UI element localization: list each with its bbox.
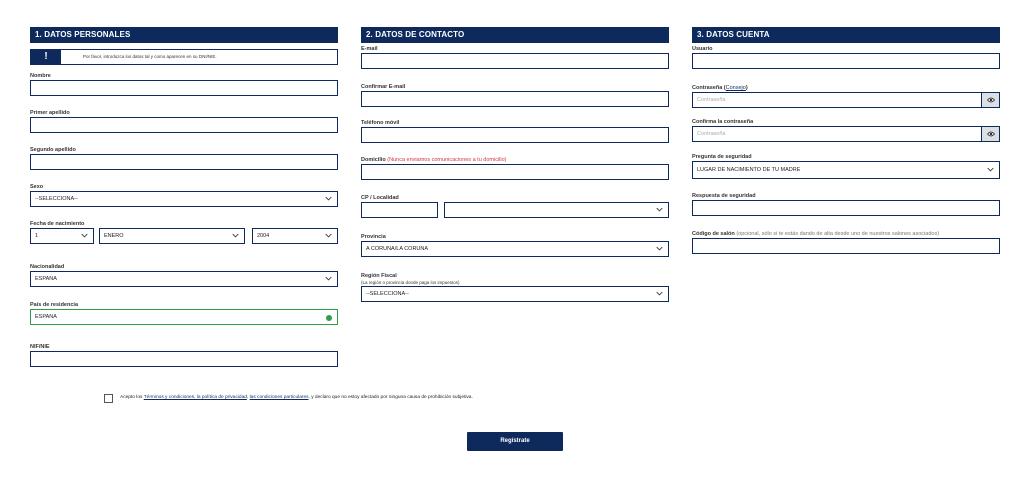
telefono-field [361, 119, 669, 143]
nacionalidad-field [30, 263, 338, 287]
eye-icon [987, 97, 995, 103]
pregunta-seguridad-select[interactable] [692, 161, 1000, 179]
codigo-salon-label-text: Código de salón [692, 231, 735, 237]
region-fiscal-sublabel: (La región o provincia donde paga los impuestos) [361, 280, 460, 285]
chevron-down-icon [656, 206, 663, 213]
chevron-down-icon [656, 290, 663, 297]
password-confirm-input[interactable] [692, 126, 1000, 142]
domicilio-note: (Nunca enviamos comunicaciones a tu domicilio) [387, 157, 507, 163]
section-title-contact: 2. DATOS DE CONTACTO [361, 27, 669, 43]
primer-apellido-label: Primer apellido [30, 110, 70, 116]
usuario-label: Usuario [692, 46, 713, 52]
provincia-value: A CORUNA/LA CORUNA [366, 246, 429, 252]
domicilio-label-text: Domicilio [361, 157, 386, 163]
password-hint-open: ( [723, 85, 726, 91]
usuario-field [692, 45, 1000, 69]
nacionalidad-value: ESPANA [35, 276, 57, 282]
contact-data-section [361, 27, 669, 297]
terms-prefix: Acepto los [120, 395, 144, 400]
email-confirm-label: Confirmar E-mail [361, 84, 406, 90]
terms-link[interactable]: Términos y condiciones, la política de privacidad [143, 395, 247, 400]
codigo-salon-field [692, 230, 1000, 254]
segundo-apellido-label: Segundo apellido [30, 147, 76, 153]
email-confirm-input[interactable] [361, 91, 669, 107]
nombre-input[interactable] [30, 80, 338, 96]
pais-residencia-value: ESPANA [35, 314, 57, 320]
region-fiscal-label: Región Fiscal [361, 273, 397, 279]
codigo-salon-input[interactable] [692, 238, 1000, 254]
eye-icon [987, 131, 995, 137]
respuesta-seguridad-input[interactable] [692, 200, 1000, 216]
sexo-field [30, 183, 338, 207]
domicilio-field [361, 156, 669, 180]
password-label-text: Contraseña [692, 85, 723, 91]
particular-conditions-link[interactable]: las condiciones particulares [249, 395, 309, 400]
nombre-label: Nombre [30, 73, 51, 79]
pregunta-seguridad-label: Pregunta de seguridad [692, 154, 752, 160]
account-data-section [692, 27, 1000, 237]
nif-input[interactable] [30, 351, 338, 367]
cp-input[interactable] [361, 202, 438, 218]
respuesta-seguridad-label: Respuesta de seguridad [692, 193, 756, 199]
codigo-salon-note: (opcional, sólo si te estás dando de alta desde uno de nuestros salones asociados) [736, 231, 940, 237]
exclamation-icon: ! [31, 50, 61, 64]
segundo-apellido-input[interactable] [30, 154, 338, 170]
dia-value: 1 [35, 233, 39, 239]
terms-checkbox[interactable] [104, 394, 113, 403]
chevron-down-icon [81, 232, 88, 239]
respuesta-seguridad-field [692, 192, 1000, 216]
password-label [692, 84, 1000, 92]
sexo-value: --SELECCIONA-- [35, 196, 78, 202]
terms-suffix: , y declaro que no estoy afectado por ninguna causa de prohibición subjetiva. [308, 395, 473, 400]
fecha-nacimiento-label: Fecha de nacimiento [30, 221, 85, 227]
sexo-select[interactable] [30, 191, 338, 207]
provincia-select[interactable] [361, 241, 669, 257]
usuario-input[interactable] [692, 53, 1000, 69]
telefono-input[interactable] [361, 127, 669, 143]
domicilio-label [361, 156, 669, 164]
region-fiscal-field [361, 272, 669, 302]
password-confirm-label: Confirma la contraseña [692, 119, 754, 125]
email-field [361, 45, 669, 69]
provincia-field [361, 233, 669, 257]
cp-localidad-label: CP / Localidad [361, 195, 399, 201]
mes-select[interactable] [99, 228, 245, 244]
provincia-label: Provincia [361, 234, 386, 240]
show-password-button[interactable] [981, 93, 999, 107]
region-fiscal-value: --SELECCIONA-- [366, 291, 409, 297]
primer-apellido-field [30, 109, 338, 133]
segundo-apellido-field [30, 146, 338, 170]
notice-text: Por favor, introduzca los datos tal y como aparecen en su DNI/NIE. [83, 54, 217, 59]
chevron-down-icon [325, 275, 332, 282]
terms-row [104, 393, 473, 403]
mes-value: ENERO [104, 233, 124, 239]
password-confirm-placeholder: Contraseña [697, 131, 726, 137]
chevron-down-icon [987, 166, 994, 173]
nif-label: NIF/NIE [30, 344, 50, 350]
password-field [692, 84, 1000, 108]
chevron-down-icon [325, 232, 332, 239]
show-password-confirm-button[interactable] [981, 127, 999, 141]
cp-localidad-field [361, 194, 669, 218]
chevron-down-icon [325, 195, 332, 202]
chevron-down-icon [232, 232, 239, 239]
password-placeholder: Contraseña [697, 97, 726, 103]
pregunta-seguridad-value: LUGAR DE NACIMIENTO DE TU MADRE [697, 167, 801, 173]
personal-data-section [30, 27, 338, 350]
section-title-account: 3. DATOS CUENTA [692, 27, 1000, 43]
pais-residencia-field [30, 301, 338, 325]
fecha-nacimiento-field [30, 220, 338, 244]
terms-sep: , [246, 395, 250, 400]
domicilio-input[interactable] [361, 164, 669, 180]
pais-residencia-label: País de residencia [30, 302, 78, 308]
anio-select[interactable] [252, 228, 338, 244]
localidad-select[interactable] [444, 202, 669, 218]
region-fiscal-select[interactable] [361, 286, 669, 302]
primer-apellido-input[interactable] [30, 117, 338, 133]
dia-select[interactable] [30, 228, 94, 244]
nif-field [30, 343, 338, 367]
email-confirm-field [361, 83, 669, 107]
email-input[interactable] [361, 53, 669, 69]
section-title-personal: 1. DATOS PERSONALES [30, 27, 338, 43]
chevron-down-icon [656, 245, 663, 252]
register-button[interactable]: Regístrate [467, 432, 563, 451]
anio-value: 2004 [257, 233, 270, 239]
password-hint-link[interactable]: Consejo [725, 85, 746, 91]
pais-residencia-select[interactable] [30, 309, 338, 325]
valid-status-icon [326, 315, 332, 321]
nacionalidad-label: Nacionalidad [30, 264, 65, 270]
nombre-field [30, 72, 338, 96]
password-hint-close: ) [745, 85, 748, 91]
codigo-salon-label [692, 230, 1000, 238]
sexo-label: Sexo [30, 184, 44, 190]
password-confirm-field [692, 118, 1000, 142]
nacionalidad-select[interactable] [30, 271, 338, 287]
password-input[interactable] [692, 92, 1000, 108]
dni-notice [30, 49, 338, 65]
pregunta-seguridad-field [692, 153, 1000, 179]
email-label: E-mail [361, 46, 378, 52]
telefono-label: Teléfono móvil [361, 120, 400, 126]
